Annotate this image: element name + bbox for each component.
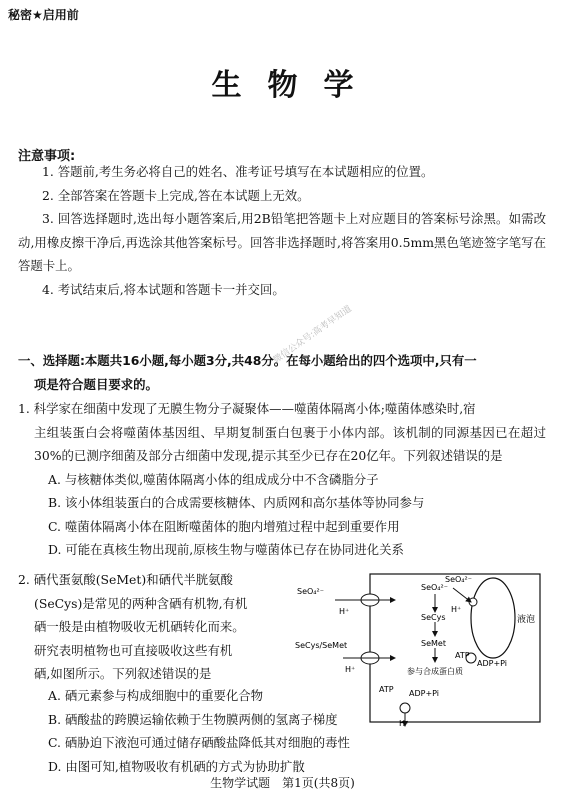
label-semet-in: SeMet xyxy=(421,639,446,648)
question-2-stem-line: 2. 硒代蛋氨酸(SeMet)和硒代半胱氨酸 xyxy=(18,572,233,587)
question-1-option-d: D. 可能在真核生物出现前,原核生物与噬菌体已存在协同进化关系 xyxy=(48,542,404,557)
question-2-stem-line: 研究表明植物也可直接吸收这些有机 xyxy=(34,642,233,658)
label-h-out: H⁺ xyxy=(339,607,350,616)
label-adp-bottom: ADP+Pi xyxy=(409,689,440,698)
notice-item: 1. 答题前,考生务必将自己的姓名、准考证号填写在本试题相应的位置。 xyxy=(42,164,434,179)
question-2-stem-line: 硒一般是由植物吸收无机硒转化而来。 xyxy=(34,619,245,634)
question-1-stem-rest: 主组装蛋白会将噬菌体基因组、早期复制蛋白包裹于小体内部。该机制的同源基因已在超过30%的已测序细菌及部分古细菌中发现,提示其至少已存在20亿年。下列叙述错误的是 xyxy=(34,424,546,463)
selenium-uptake-diagram xyxy=(295,568,545,728)
secret-label: 秘密★启用前 xyxy=(8,8,79,22)
label-vacuole: 液泡 xyxy=(517,615,536,625)
question-2-stem-line: (SeCys)是常见的两种含硒有机物,有机 xyxy=(34,595,248,611)
section-heading-line2: 项是符合题目要求的。 xyxy=(34,376,158,392)
cell-membrane xyxy=(370,574,540,722)
question-1-option-b: B. 该小体组装蛋白的合成需要核糖体、内质网和高尔基体等协同参与 xyxy=(48,495,425,510)
vacuole xyxy=(471,578,515,658)
label-h-bottom: H⁺ xyxy=(399,719,410,728)
question-1-option-c: C. 噬菌体隔离小体在阻断噬菌体的胞内增殖过程中起到重要作用 xyxy=(48,518,400,534)
question-2-option-b: B. 硒酸盐的跨膜运输依赖于生物膜两侧的氢离子梯度 xyxy=(48,711,338,727)
label-secys-in: SeCys xyxy=(421,613,446,622)
page-footer: 生物学试题 第1页(共8页) xyxy=(210,776,355,790)
section-heading-line1: 一、选择题:本题共16小题,每小题3分,共48分。在每小题给出的四个选项中,只有一 xyxy=(18,353,477,368)
question-1-stem xyxy=(18,397,546,468)
label-atp-bottom: ATP xyxy=(379,685,394,694)
diagram-svg xyxy=(295,568,545,728)
notice-item: 3. 回答选择题时,选出每小题答案后,用2B铅笔把答题卡上对应题目的答案标号涂黑。如需改动,用橡皮擦干净后,再选涂其他答案标号。回答非选择题时,将答案用0.5mm黑色笔迹签字笔写在答题卡上。 xyxy=(18,211,546,273)
notice-item: 4. 考试结束后,将本试题和答题卡一并交回。 xyxy=(42,281,285,297)
label-seo4-in: SeO₄²⁻ xyxy=(421,583,448,592)
notice-list xyxy=(18,160,546,301)
label-h-vac: H⁺ xyxy=(451,605,462,614)
question-2-option-a: A. 硒元素参与构成细胞中的重要化合物 xyxy=(48,688,264,703)
question-1-stem-first: 1. 科学家在细菌中发现了无膜生物分子凝聚体——噬菌体隔离小体;噬菌体感染时,宿 xyxy=(18,401,476,416)
label-seo4-vac: SeO₄²⁻ xyxy=(445,575,472,584)
label-seo4-out: SeO₄²⁻ xyxy=(297,587,324,596)
label-atp-vacuole: ATP xyxy=(455,651,470,660)
notice-heading: 注意事项: xyxy=(18,149,76,164)
section-heading xyxy=(18,349,546,396)
notice-item: 2. 全部答案在答题卡上完成,答在本试题上无效。 xyxy=(42,187,310,203)
question-1 xyxy=(18,397,546,562)
question-2-option-c: C. 硒胁迫下液泡可通过储存硒酸盐降低其对细胞的毒性 xyxy=(48,735,350,750)
question-1-option-a: A. 与核糖体类似,噬菌体隔离小体的组成成分中不含磷脂分子 xyxy=(48,471,379,487)
label-adp-vacuole: ADP+Pi xyxy=(477,659,508,668)
question-2-stem xyxy=(18,568,298,686)
label-secys-semet-out: SeCys/SeMet xyxy=(295,641,348,650)
label-protein: 参与合成蛋白质 xyxy=(407,667,463,676)
label-h-mid: H⁺ xyxy=(345,665,356,674)
question-2-stem-line: 硒,如图所示。下列叙述错误的是 xyxy=(34,666,212,681)
watermark: 微信公众号:高考早知道 xyxy=(271,304,354,366)
proton-pump-bottom xyxy=(400,703,410,713)
question-2-option-d: D. 由图可知,植物吸收有机硒的方式为协助扩散 xyxy=(48,758,305,774)
page-title: 生物学 xyxy=(211,68,380,103)
